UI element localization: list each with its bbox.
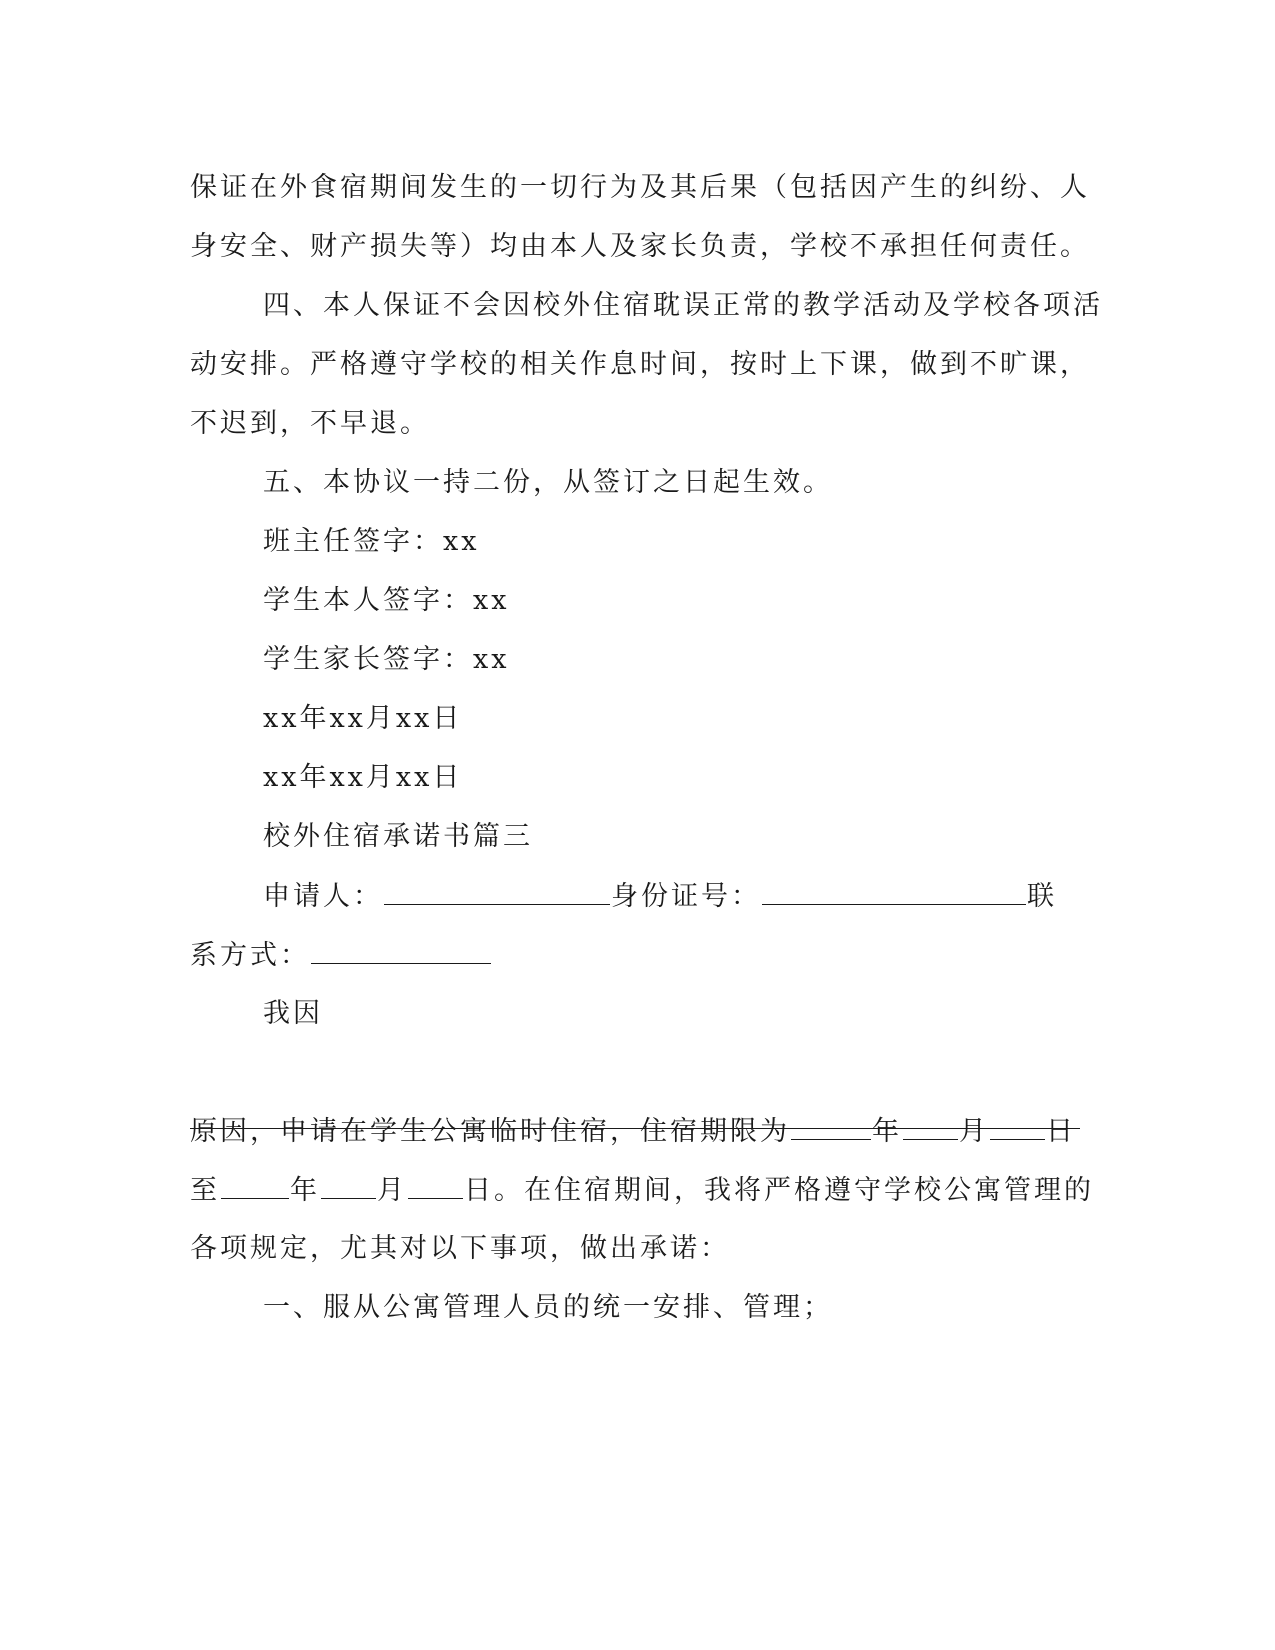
applicant-blank[interactable] xyxy=(384,878,610,905)
start-day-blank[interactable] xyxy=(990,1113,1045,1140)
id-label: 身份证号： xyxy=(611,881,761,912)
applicant-line xyxy=(263,878,1057,915)
end-month-blank[interactable] xyxy=(321,1172,376,1199)
commit-item: 一、服从公寓管理人员的统一安排、管理； xyxy=(263,1292,833,1323)
signature-date: xx年xx月xx日 xyxy=(263,703,463,734)
year-label: 年 xyxy=(872,1116,902,1147)
section-title: 校外住宿承诺书篇三 xyxy=(263,821,533,852)
reason-suffix: 原因，申请在学生公寓临时住宿，住宿期限为 xyxy=(190,1116,790,1147)
reason-prefix: 我因 xyxy=(263,998,323,1029)
contact-line xyxy=(190,937,492,974)
end-year-blank[interactable] xyxy=(221,1172,289,1199)
student-signature: 学生本人签字：xx xyxy=(263,585,510,616)
applicant-label: 申请人： xyxy=(263,881,383,912)
contact-label-end: 系方式： xyxy=(190,940,310,971)
year-label: 年 xyxy=(290,1175,320,1206)
month-label: 月 xyxy=(959,1116,989,1147)
day-end-text: 日。在住宿期间，我将严格遵守学校公寓管理的 xyxy=(464,1175,1094,1206)
commit-intro: 各项规定，尤其对以下事项，做出承诺： xyxy=(190,1233,730,1264)
clause-four-line: 动安排。严格遵守学校的相关作息时间，按时上下课，做到不旷课， xyxy=(190,349,1090,380)
paragraph-line: 身安全、财产损失等）均由本人及家长负责，学校不承担任何责任。 xyxy=(190,231,1090,262)
clause-four-line: 不迟到，不早退。 xyxy=(190,408,430,439)
day-label: 日 xyxy=(1046,1116,1076,1147)
teacher-signature: 班主任签字：xx xyxy=(263,526,480,557)
period-end-line xyxy=(190,1172,1094,1209)
paragraph-line: 保证在外食宿期间发生的一切行为及其后果（包括因产生的纠纷、人 xyxy=(190,172,1090,203)
to-label: 至 xyxy=(190,1175,220,1206)
clause-five: 五、本协议一持二份，从签订之日起生效。 xyxy=(263,467,833,498)
id-number-blank[interactable] xyxy=(762,878,1026,905)
signature-date: xx年xx月xx日 xyxy=(263,762,463,793)
clause-four-line: 四、本人保证不会因校外住宿耽误正常的教学活动及学校各项活 xyxy=(263,290,1103,321)
contact-label-start: 联 xyxy=(1027,881,1057,912)
start-month-blank[interactable] xyxy=(903,1113,958,1140)
period-line xyxy=(190,1113,1076,1150)
contact-blank[interactable] xyxy=(311,937,491,964)
end-day-blank[interactable] xyxy=(408,1172,463,1199)
start-year-blank[interactable] xyxy=(791,1113,871,1140)
month-label: 月 xyxy=(377,1175,407,1206)
parent-signature: 学生家长签字：xx xyxy=(263,644,510,675)
